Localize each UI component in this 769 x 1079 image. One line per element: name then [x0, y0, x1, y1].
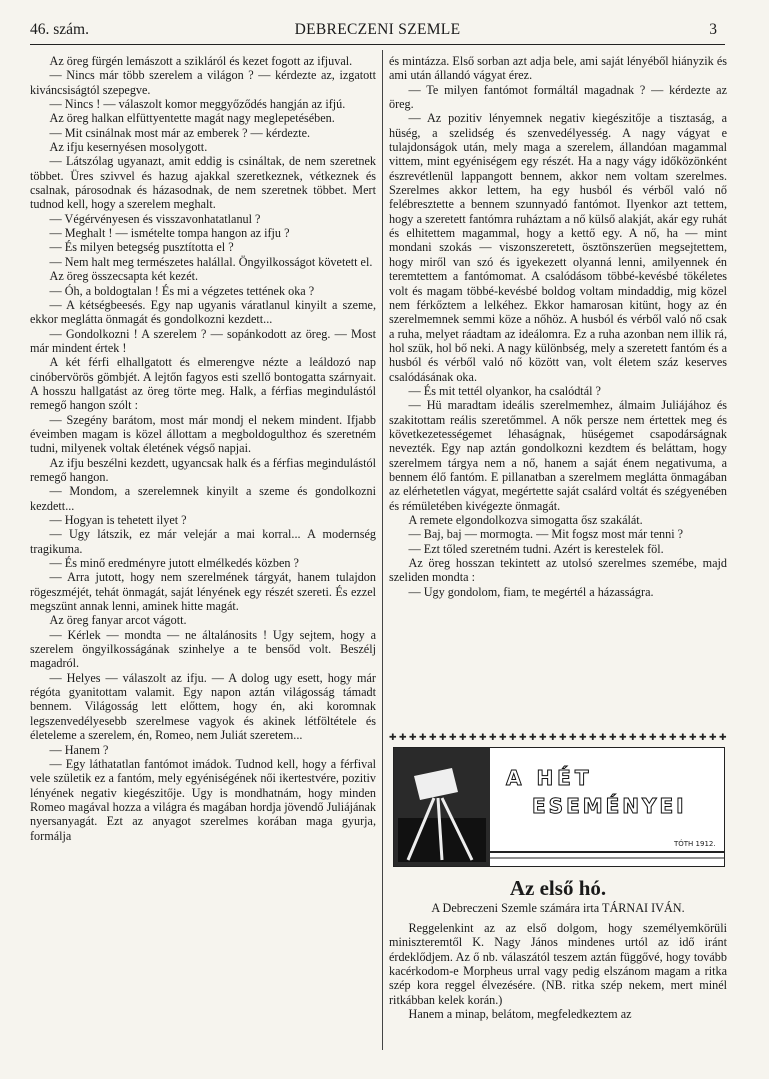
article-byline: A Debreczeni Szemle számára irta TÁRNAI IVÁN.: [431, 901, 685, 915]
paragraph: Reggelenkint az az első dolgom, hogy személyemkörüli miniszteremtől K. Nagy János mindenes urtól az idő iránt érdeklődjem. Az ő nb. válaszától teszem aztán függővé, hogy tovább kacérkodom-e Morpheus urral vagy pedig elszánom magam a ritka szép kora reggel élvezésére. (NB. ritka szép nekem, mert minél ritkábban kelek korán.): [389, 921, 727, 1007]
paragraph: Az öreg fürgén lemászott a szikláról és kezet fogott az ifjuval.: [49, 54, 353, 68]
page-header: [30, 21, 725, 43]
banner-heading-line2: ESEMÉNYEI: [532, 794, 687, 818]
paragraph: — Óh, a boldogtalan ! És mi a végzetes tettének oka ?: [49, 283, 315, 298]
paragraph: — Kérlek — mondta — ne általánosits ! Ugy sejtem, hogy a szerelem öngyilkosságának szinhelye a te bensőd volt. Beszélj magadról.: [30, 627, 376, 671]
paragraph: — A kétségbeesés. Egy nap ugyanis váratlanul kinyilt a szeme, ekkor meglátta önmagát és gondolkozni kezdett...: [30, 297, 376, 327]
page-number: 3: [709, 21, 717, 38]
paragraph: A két férfi elhallgatott és elmerengve nézte a leáldozó nap cinóbervörös gömbjét. A lejtőn fagyos esti szellő bontogatta szárnyait. A hosszu hallgatást az öreg törte meg. Halk, a férfias megindulástól remegő hangon szólt :: [30, 355, 376, 413]
paragraph: Az ifju kesernyésen mosolygott.: [49, 140, 208, 155]
paragraph: — Ugy gondolom, fiam, te megértél a házasságra.: [408, 584, 654, 599]
paragraph: — Nincs ! — válaszolt komor meggyőződés hangján az ifjú.: [49, 97, 346, 112]
paragraph: — Ezt tőled szeretném tudni. Azért is kerestelek föl.: [408, 541, 664, 556]
paragraph: Az öreg halkan elfüttyentette magát nagy meglepetésében.: [49, 111, 335, 126]
banner-heading-line1: A HÉT: [506, 766, 593, 790]
paragraph: — Helyes — válaszolt az ifju. — A dolog ugy esett, hogy már régóta gyanitottam valamit. Egy napon aztán világosság támadt bennem. Világosság lett előttem, hogy én, aki koromnak legszenvedélyesebb szerelmese vagyok és akinek létföltétele és életeleme a szerelem, én, Romeo, nem Juliát szeretem...: [30, 670, 376, 743]
paragraph: — Hogyan is tehetett ilyet ?: [49, 513, 187, 527]
paragraph: — Mit csinálnak most már az emberek ? — kérdezte.: [49, 125, 311, 140]
paragraph: — Szegény barátom, most már mondj el nekem mindent. Ifjabb éveimben magam is közel állottam a megboldogulthoz és szeretném tudni, milyenek voltak életének végső napjai.: [30, 412, 376, 456]
paragraph: — Végérvényesen és visszavonhatatlanul ?: [49, 211, 261, 226]
right-column: [389, 54, 727, 599]
article-body: [389, 921, 727, 1021]
paragraph: — Hü maradtam ideális szerelmemhez, álmaim Juliájához és szakitottam reális szeretőmmel. A nők persze nem értettek meg és következetességemet léhaságnak, hüségemet csapodárságnak nevezték. Egy nap aztán gondolkozni kezdtem és beláttam, hogy szerelmem tárgya nem a nő, hanem a saját énem negativuma, a bennem élő fantóm. E pillanatban a szerelmem meglátta önmagában az elérhetetlen vágyat, megértette saját csalárd voltát és szégyenében és rémületében kivégezte önmagát.: [389, 398, 727, 513]
section-banner: [393, 747, 725, 867]
paragraph: Az ifju beszélni kezdett, ugyancsak halk és a férfias megindulástól remegő hangon.: [30, 455, 376, 484]
paragraph: — Te milyen fantómot formáltál magadnak ? — kérdezte az öreg.: [389, 82, 727, 112]
paragraph: — Hanem ?: [49, 742, 109, 757]
paragraph: — És mit tettél olyankor, ha csalódtál ?: [408, 383, 601, 398]
paragraph: — Baj, baj — mormogta. — Mit fogsz most már tenni ?: [408, 527, 684, 542]
left-column: [30, 54, 376, 843]
paragraph: — És milyen betegség pusztította el ?: [49, 240, 234, 255]
paragraph: — Ugy látszik, ez már velejár a mai korral... A modernség tragikuma.: [30, 527, 376, 556]
paragraph: A remete elgondolkozva simogatta ősz szakálát.: [408, 513, 643, 527]
paragraph: — És minő eredményre jutott elmélkedés közben ?: [49, 556, 299, 571]
column-divider: [382, 50, 383, 1050]
paragraph: — Egy láthatatlan fantómot imádok. Tudnod kell, hogy a férfival vele születik ez a fantóm, mely egyéniségének női ikertestvére, pozitiv lényének negativ kiegészitője. Ugy is mondhatnám, hogy minden Romeo magával hozza a világra és magában hordja jövendő Juliájának nyersanyagát. Ezt az anyagot szerelmes korában maga gyurja, formálja: [30, 756, 376, 843]
paragraph: — Az pozitiv lényemnek negativ kiegészitője a tisztaság, a hüség, a szelidség és szenvedélyesség. A nagy vágyat e tulajdonságok után, mely maga a szerelem, állandóan magammal vittem, mint egyéniségem egy részét. Ha a nagy vágy időközönként észrevétlenül lappangott bennem, akkor nem voltam szerelmes. Szerelmes akkor lettem, ha egy husból és vérből való nő felébresztette a bennem szunnyadó fantómot. Ilyenkor azt tettem, hogy a szeretett fantómra ruháztam a nő külső alakját, akár egy ruhát és elhitettem magammal, hogy a kettő egy. A nő, ha — mint mondani szokás — viszonszeretett, ösztönszerüen megsejtettem, hogy miről van szó és igyekezett olyanná lenni, amilyennek én teremtettem a fantómomat. A csalódásom többé-kevésbé tökéletes volt és magam többé-kevésbé boldog voltam mindaddig, mig közel nem férkőztem a lelkéhez. Ekkor hamarosan kitünt, hogy az én szerelmemnek semmi köze a nőhöz. A husból és vérből való nő csak a ruha, melyet ráadtam az ideálomra. Ez a ruha azonban nem illik rá, hol szük, hol bő neki. A nagy különbség, mely a szeretett fantóm és a husból és vérből való nő között van, volt életem száz keserves csalódásának oka.: [389, 111, 727, 384]
ornament-band: ✚ ✚ ✚ ✚ ✚ ✚ ✚ ✚ ✚ ✚ ✚ ✚ ✚ ✚ ✚ ✚ ✚ ✚ ✚ ✚ ✚ ✚ ✚ ✚ ✚ ✚ ✚ ✚ ✚ ✚ ✚ ✚ ✚ ✚: [389, 733, 727, 741]
paragraph: Hanem a minap, belátom, megfeledkeztem az: [408, 1007, 632, 1022]
paragraph: és mintázza. Első sorban azt adja bele, ami saját lényéből hiányzik és ami után állandó vágyat érez.: [389, 54, 727, 83]
paragraph: — Látszólag ugyanazt, amit eddig is csináltak, de nem szeretnek többet. Üres szivvel és hazug ajakkal szeretkeznek, vétkeznek és csalnak, párosodnak és házasodnak, de nem szeretnek többet. Mert tudnod kell, hogy a szerelem meghalt.: [30, 154, 376, 212]
paragraph: — Meghalt ! — ismételte tompa hangon az ifju ?: [49, 226, 290, 241]
paragraph: — Nincs már több szerelem a világon ? — kérdezte az, izgatott kiváncsiságtól szepegve.: [30, 68, 376, 97]
paragraph: Az öreg hosszan tekintett az utolsó szerelmes szemébe, majd szeliden mondta :: [389, 556, 727, 585]
paragraph: Az öreg fanyar arcot vágott.: [49, 613, 187, 628]
header-rule: [30, 44, 725, 45]
journal-title: DEBRECZENI SZEMLE: [294, 21, 461, 38]
paragraph: — Nem halt meg természetes halállal. Öngyilkosságot követett el.: [49, 254, 373, 269]
article-title: Az első hó.: [509, 876, 607, 900]
artist-signature: TÓTH 1912.: [674, 840, 716, 848]
paragraph: — Arra jutott, hogy nem szerelmének tárgyát, hanem tulajdon rögeszméjét, tehát önmagát, saját lényének egy részét szereti. És ezzel megszünt annak lenni, aminek hitte magát.: [30, 570, 376, 614]
paragraph: — Mondom, a szerelemnek kinyilt a szeme és gondolkozni kezdett...: [30, 484, 376, 513]
paragraph: Az öreg összecsapta két kezét.: [49, 269, 199, 284]
paragraph: — Gondolkozni ! A szerelem ? — sopánkodott az öreg. — Most már mindent értek !: [30, 326, 376, 355]
issue-label: 46. szám.: [30, 21, 89, 38]
